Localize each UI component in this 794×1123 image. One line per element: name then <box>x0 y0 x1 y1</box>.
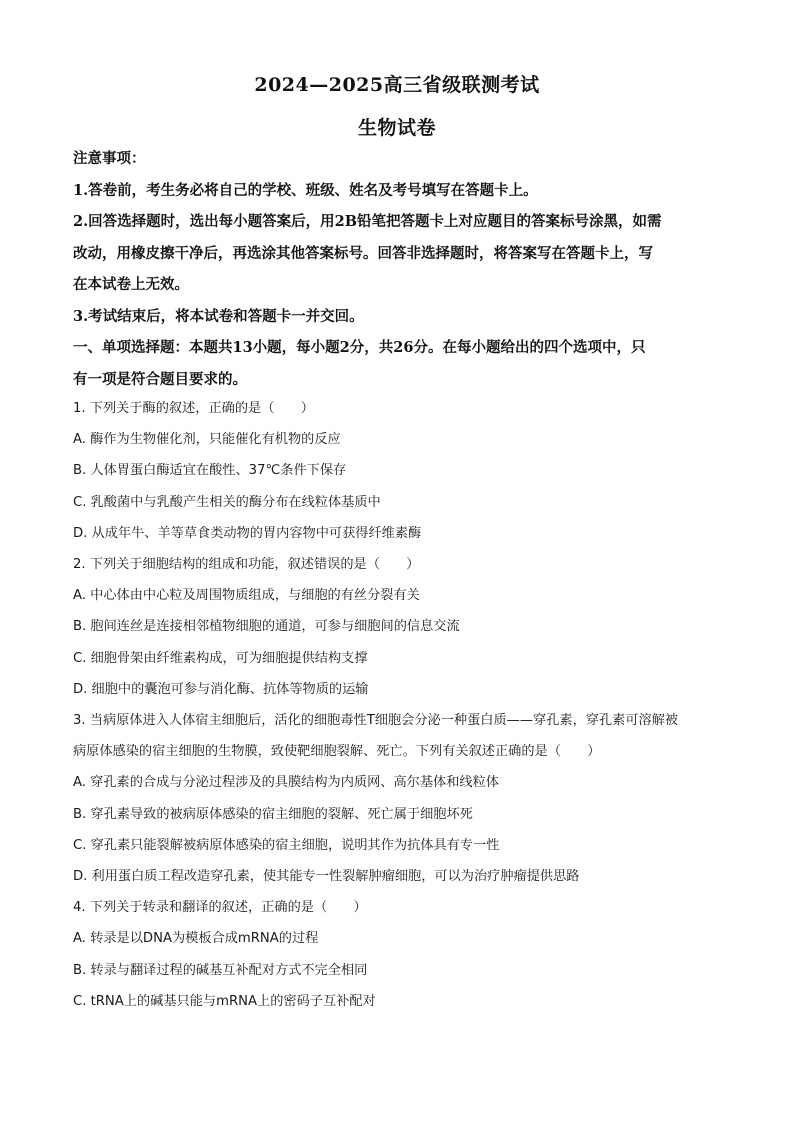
question-option: A. 穿孔素的合成与分泌过程涉及的具膜结构为内质网、高尔基体和线粒体 <box>73 775 499 791</box>
question-option: B. 穿孔素导致的被病原体感染的宿主细胞的裂解、死亡属于细胞坏死 <box>73 806 473 822</box>
question-option: C. tRNA上的碱基只能与mRNA上的密码子互补配对 <box>73 993 376 1009</box>
question-stem: 1. 下列关于酶的叙述，正确的是（ ） <box>73 401 314 416</box>
question-stem: 2. 下列关于细胞结构的组成和功能，叙述错误的是（ ） <box>73 557 420 573</box>
notice-item: 3.考试结束后，将本试卷和答题卡一并交回。 <box>73 307 364 325</box>
question-option: C. 穿孔素只能裂解被病原体感染的宿主细胞，说明其作为抗体具有专一性 <box>73 837 500 853</box>
question-stem: 3. 当病原体进入人体宿主细胞后，活化的细胞毒性T细胞会分泌一种蛋白质——穿孔素，穿孔素可溶解被 <box>73 713 679 729</box>
question-option: B. 胞间连丝是连接相邻植物细胞的通道，可参与细胞间的信息交流 <box>73 619 460 635</box>
question-option: B. 人体胃蛋白酶适宜在酸性、37℃条件下保存 <box>73 463 347 479</box>
section-heading: 有一项是符合题目要求的。 <box>73 370 247 388</box>
question-list <box>73 393 733 1017</box>
notice-item: 在本试卷上无效。 <box>73 276 189 293</box>
notice-section <box>73 143 728 395</box>
question-stem: 病原体感染的宿主细胞的生物膜，致使靶细胞裂解、死亡。下列有关叙述正确的是（ ） <box>73 744 601 760</box>
question-option: A. 转录是以DNA为模板合成mRNA的过程 <box>73 931 319 947</box>
notice-heading: 注意事项： <box>73 150 146 167</box>
exam-title: 2024—2025高三省级联测考试 <box>254 74 540 96</box>
question-option: A. 中心体由中心粒及周围物质组成，与细胞的有丝分裂有关 <box>73 588 420 604</box>
question-option: D. 利用蛋白质工程改造穿孔素，使其能专一性裂解肿瘤细胞，可以为治疗肿瘤提供思路 <box>73 869 580 885</box>
exam-subject: 生物试卷 <box>357 117 436 139</box>
question-option: C. 细胞骨架由纤维素构成，可为细胞提供结构支撑 <box>73 650 368 666</box>
question-option: D. 细胞中的囊泡可参与消化酶、抗体等物质的运输 <box>73 681 369 697</box>
notice-item: 改动，用橡皮擦干净后，再选涂其他答案标号。回答非选择题时，将答案写在答题卡上，写 <box>73 244 653 262</box>
question-option: A. 酶作为生物催化剂，只能催化有机物的反应 <box>73 432 341 448</box>
question-option: B. 转录与翻译过程的碱基互补配对方式不完全相同 <box>73 962 368 978</box>
question-option: D. 从成年牛、羊等草食类动物的胃内容物中可获得纤维素酶 <box>73 525 422 541</box>
notice-item: 2.回答选择题时，选出每小题答案后，用2B铅笔把答题卡上对应题目的答案标号涂黑，如需 <box>73 213 662 230</box>
question-option: C. 乳酸菌中与乳酸产生相关的酶分布在线粒体基质中 <box>73 494 381 510</box>
notice-item: 1.答卷前，考生务必将自己的学校、班级、姓名及考号填写在答题卡上。 <box>73 181 538 199</box>
question-stem: 4. 下列关于转录和翻译的叙述，正确的是（ ） <box>73 900 367 916</box>
section-heading: 一、单项选择题：本题共13小题，每小题2分，共26分。在每小题给出的四个选项中，只 <box>73 339 646 356</box>
